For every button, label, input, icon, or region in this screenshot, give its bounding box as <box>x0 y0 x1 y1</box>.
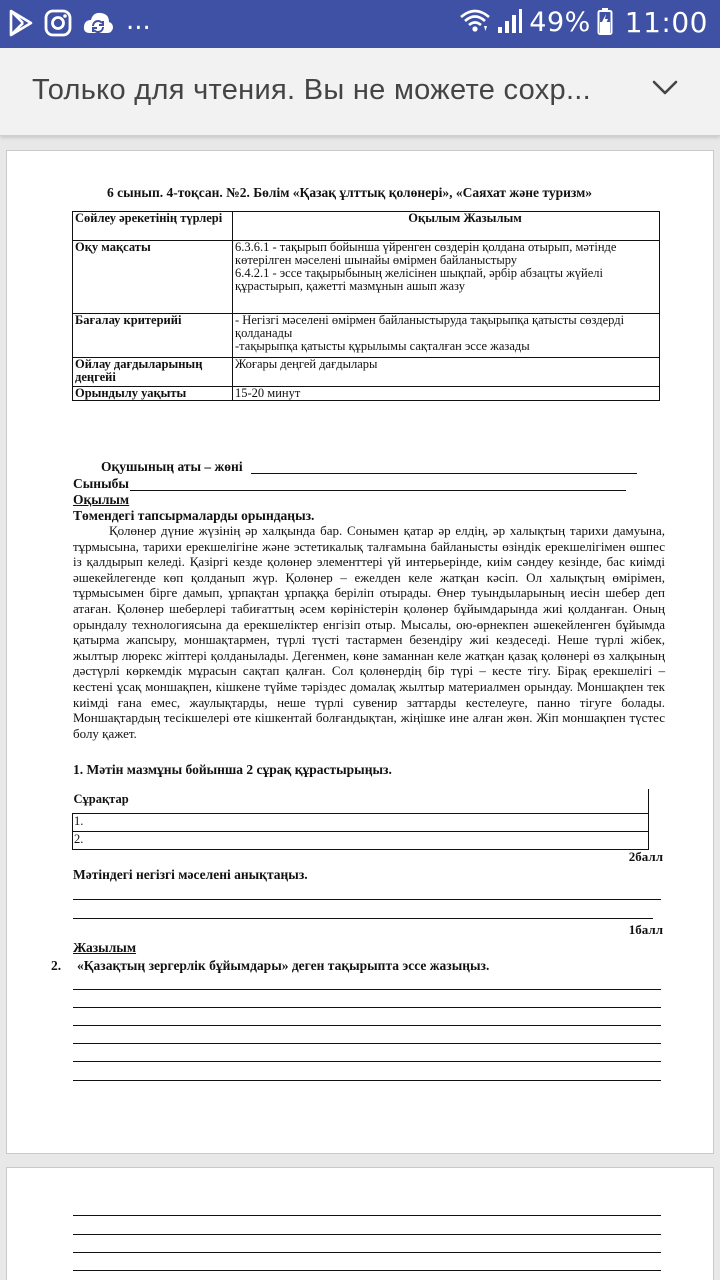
essay-line[interactable] <box>73 1270 661 1271</box>
table-cell-label: Ойлау дағдыларының деңгейі <box>73 358 233 387</box>
table-cell-label: Сөйлеу әрекетінің түрлері <box>73 212 233 241</box>
class-label: Сыныбы <box>73 476 129 491</box>
questions-header: Сұрақтар <box>73 789 649 813</box>
table-cell-value: Оқылым Жазылым <box>233 212 660 241</box>
table-cell-line: 6.4.2.1 - эссе тақырыбының желісінен шықпай, әрбір абзацты жүйелі құрастырып, қажетті мазмұнын ашып жазу <box>235 266 604 293</box>
battery-icon <box>597 7 613 39</box>
answer-line[interactable] <box>73 918 653 919</box>
score-1: 1балл <box>628 922 663 937</box>
essay-line[interactable] <box>73 1215 661 1216</box>
table-row <box>73 387 660 401</box>
clock: 11:00 <box>624 6 708 39</box>
table-cell-line: -тақырыпқа қатысты құрылымы сақталған эссе жазады <box>235 339 530 353</box>
lesson-info-table <box>72 211 660 401</box>
table-cell-label: Оқу мақсаты <box>73 241 233 314</box>
table-row <box>73 789 649 813</box>
reading-passage: Қолөнер дүние жүзінің әр халқында бар. Сонымен қатар әр елдің, әр халықтың тарихи дамуына, тұрмысына, тарихи ерекшелігіне және эстетикалық талғамына байланысты өзіндік ерекшелігімен өшпес із қалдырып келеді. Қазіргі кезде қолөнер элементтері үй интерьерінде, киім сәндеу кезінде, бас киімді әшекейлегенде көп қолданып жүр. Қолөнер – ежелден келе жатқан кәсіп. Ол халықтың өмірімен, тұрмысымен бірге дамып, ұрпақтан ұрпаққа беріліп отырады. Өнер туындыларының иесін шебер деп атаған. Қолөнер шеберлері табиғаттың әсем көріністерін қолөнер бұйымдарында жиі қолданған. Оның орындалу технологиясына да ерекшеліктер енгізіп отыр. Мысалы, ою-өрнекпен әшекейленген бұйымда қатырма жапсыру, моншақтармен, түрлі түсті тастармен безендіру жиі кездеседі. Неше түрлі жібек, жылтыр люрекс жіптері қолданылады. Дегенмен, көне заманнан келе жатқан қазақ қолөнері өз халқының дәстүрлі көркемдік мұрасын сақтап қалған. Сол қолөнердің бір түрі – кесте тігу. Бірақ ерекшелігі – кестені ұсақ моншақпен, кішкене түйме тәріздес домалақ жылтыр материалмен орындау. Моншақпен тек киімді ғана емес, жаулықтарды, неше түрлі сувенир заттарды кестелеуге, панно тігуге болады. Моншақтардың тесікшелері өте кішкентай болғандықтан, жіңішке ине алған жөн. Жіп моншақпен түстес болу қажет. <box>73 523 665 741</box>
table-row <box>73 241 660 314</box>
table-row[interactable] <box>73 813 649 831</box>
wifi-icon <box>459 8 491 38</box>
document-page-2[interactable] <box>6 1167 714 1280</box>
chevron-down-icon[interactable] <box>652 80 678 101</box>
table-cell-value: 15-20 минут <box>233 387 660 401</box>
main-issue-prompt: Мәтіндегі негізгі мәселені анықтаңыз. <box>73 867 308 882</box>
score-2: 2балл <box>628 849 663 864</box>
instagram-icon <box>44 9 72 37</box>
more-notifications-indicator: ... <box>126 6 151 36</box>
table-cell-value: Жоғары деңгей дағдылары <box>233 358 660 387</box>
battery-percent: 49% <box>529 7 591 38</box>
cloud-sync-icon <box>82 9 114 37</box>
essay-line[interactable] <box>73 1025 661 1026</box>
read-only-message: Только для чтения. Вы не можете сохр... <box>32 74 592 106</box>
questions-table <box>72 789 649 850</box>
essay-line[interactable] <box>73 1061 661 1062</box>
task-1: 1. Мәтін мазмұны бойынша 2 сұрақ құрастырыңыз. <box>73 762 392 777</box>
table-cell-label: Орындылу уақыты <box>73 387 233 401</box>
table-row <box>73 314 660 358</box>
table-row[interactable] <box>73 831 649 849</box>
status-bar <box>0 0 720 48</box>
essay-line[interactable] <box>73 1234 661 1235</box>
signal-icon <box>497 7 523 39</box>
table-cell-label: Бағалау критерийі <box>73 314 233 358</box>
essay-line[interactable] <box>73 989 661 990</box>
question-row[interactable]: 2. <box>73 831 649 849</box>
document-title: 6 сынып. 4-тоқсан. №2. Бөлім «Қазақ ұлттық қолөнері», «Саяхат және туризм» <box>107 185 593 200</box>
writing-heading: Жазылым <box>73 940 137 955</box>
student-name-line[interactable] <box>251 473 637 474</box>
answer-line[interactable] <box>73 899 661 900</box>
read-only-banner[interactable] <box>0 48 720 136</box>
essay-line[interactable] <box>73 1043 661 1044</box>
instruction-text: Төмендегі тапсырмаларды орындаңыз. <box>73 508 315 523</box>
table-row <box>73 212 660 241</box>
table-cell-line: - Негізгі мәселені өмірмен байланыстыруда тақырыпқа қатысты сөздерді қолданады <box>235 313 625 340</box>
essay-line[interactable] <box>73 1252 661 1253</box>
class-line[interactable] <box>130 490 626 491</box>
table-row <box>73 358 660 387</box>
student-name-label: Оқушының аты – жөні <box>101 459 243 474</box>
document-page-1[interactable] <box>6 150 714 1154</box>
task-2-number: 2. <box>51 958 62 973</box>
essay-line[interactable] <box>73 1007 661 1008</box>
reading-heading: Оқылым <box>73 492 130 507</box>
question-row[interactable]: 1. <box>73 813 649 831</box>
table-cell-value <box>233 314 660 358</box>
task-2: «Қазақтың зергерлік бұйымдары» деген тақырыпта эссе жазыңыз. <box>77 958 490 973</box>
essay-line[interactable] <box>73 1080 661 1081</box>
play-store-icon <box>8 8 34 38</box>
table-cell-line: 6.3.6.1 - тақырып бойынша үйренген сөздерін қолдана отырып, мәтінде көтерілген мәселені шынайы өмірмен байланыстыру <box>235 240 617 267</box>
table-cell-value <box>233 241 660 314</box>
